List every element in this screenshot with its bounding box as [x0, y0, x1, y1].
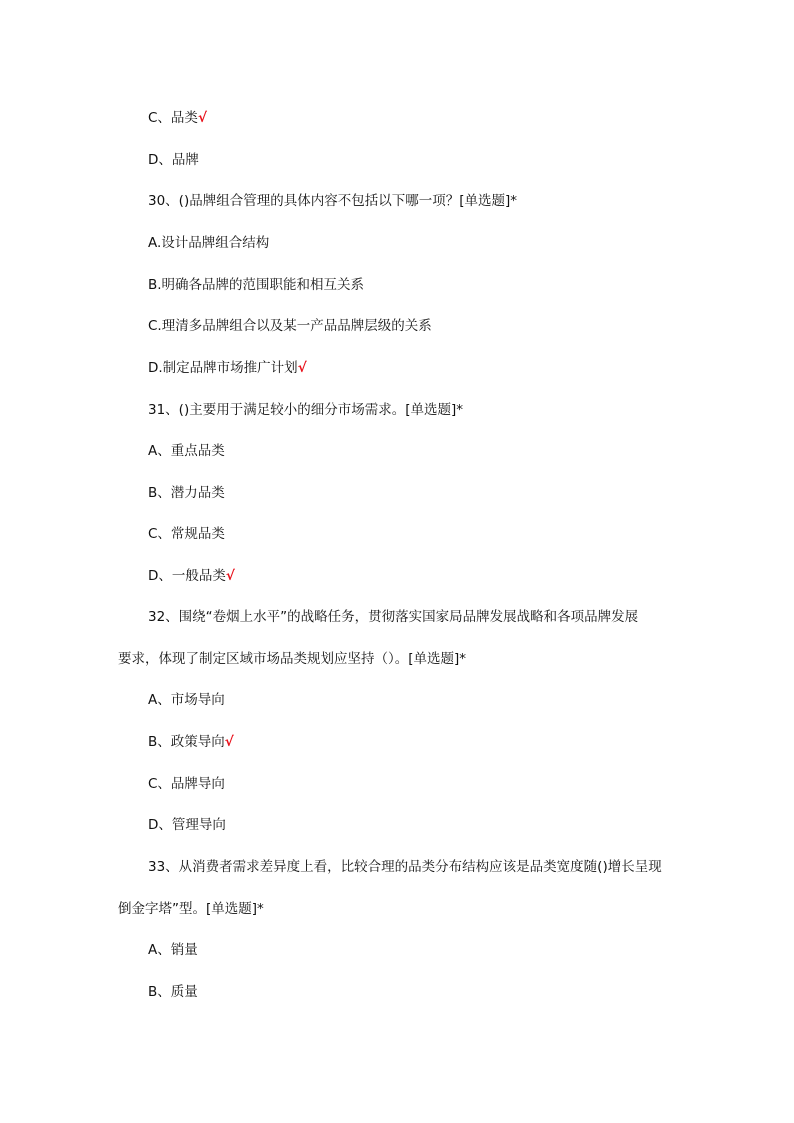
option-text: D、一般品类	[148, 568, 226, 584]
option-text: C、常规品类	[148, 526, 225, 542]
question-text: 32、围绕“卷烟上水平”的战略任务，贯彻落实国家局品牌发展战略和各项品牌发展	[148, 609, 639, 625]
option-text: A、销量	[148, 942, 198, 958]
option-text: A.设计品牌组合结构	[148, 235, 270, 251]
q33-stem-line-1	[148, 858, 662, 876]
option-text: B.明确各品牌的范围职能和相互关系	[148, 277, 365, 293]
q33-option-a	[148, 941, 198, 959]
q30-option-b	[148, 276, 364, 294]
correct-check-icon: √	[297, 360, 307, 376]
q33-stem-line-2	[118, 900, 264, 918]
question-text: 31、()主要用于满足较小的细分市场需求。[单选题]*	[148, 402, 463, 418]
question-text: 要求，体现了制定区域市场品类规划应坚持（）。[单选题]*	[118, 651, 467, 667]
q29-option-d	[148, 151, 199, 169]
option-text: D、品牌	[148, 152, 199, 168]
option-text: C、品类	[148, 110, 198, 126]
q32-option-d	[148, 816, 226, 834]
q29-option-c	[148, 109, 207, 127]
option-text: D.制定品牌市场推广计划	[148, 360, 298, 376]
q31-option-d	[148, 567, 235, 585]
q32-option-b	[148, 733, 234, 751]
option-text: B、政策导向	[148, 734, 225, 750]
q31-option-b	[148, 484, 225, 502]
option-text: B、潜力品类	[148, 485, 225, 501]
q30-option-a	[148, 234, 269, 252]
option-text: D、管理导向	[148, 817, 226, 833]
option-text: C.理清多品牌组合以及某一产品品牌层级的关系	[148, 318, 432, 334]
option-text: B、质量	[148, 984, 198, 1000]
q32-stem-line-1	[148, 608, 638, 626]
q30-option-d	[148, 359, 307, 377]
q30-option-c	[148, 317, 432, 335]
question-text: 33、从消费者需求差异度上看，比较合理的品类分布结构应该是品类宽度随()增长呈现	[148, 859, 662, 875]
question-text: 30、()品牌组合管理的具体内容不包括以下哪一项？[单选题]*	[148, 193, 517, 209]
q31-stem	[148, 401, 463, 419]
correct-check-icon: √	[225, 568, 235, 584]
q32-option-a	[148, 691, 225, 709]
question-text: 倒金字塔”型。[单选题]*	[118, 901, 264, 917]
q32-option-c	[148, 775, 225, 793]
q31-option-c	[148, 525, 225, 543]
option-text: C、品牌导向	[148, 776, 225, 792]
option-text: A、市场导向	[148, 692, 225, 708]
q31-option-a	[148, 442, 225, 460]
q30-stem	[148, 192, 517, 210]
q33-option-b	[148, 983, 198, 1001]
correct-check-icon: √	[197, 110, 207, 126]
q32-stem-line-2	[118, 650, 466, 668]
option-text: A、重点品类	[148, 443, 225, 459]
correct-check-icon: √	[224, 734, 234, 750]
